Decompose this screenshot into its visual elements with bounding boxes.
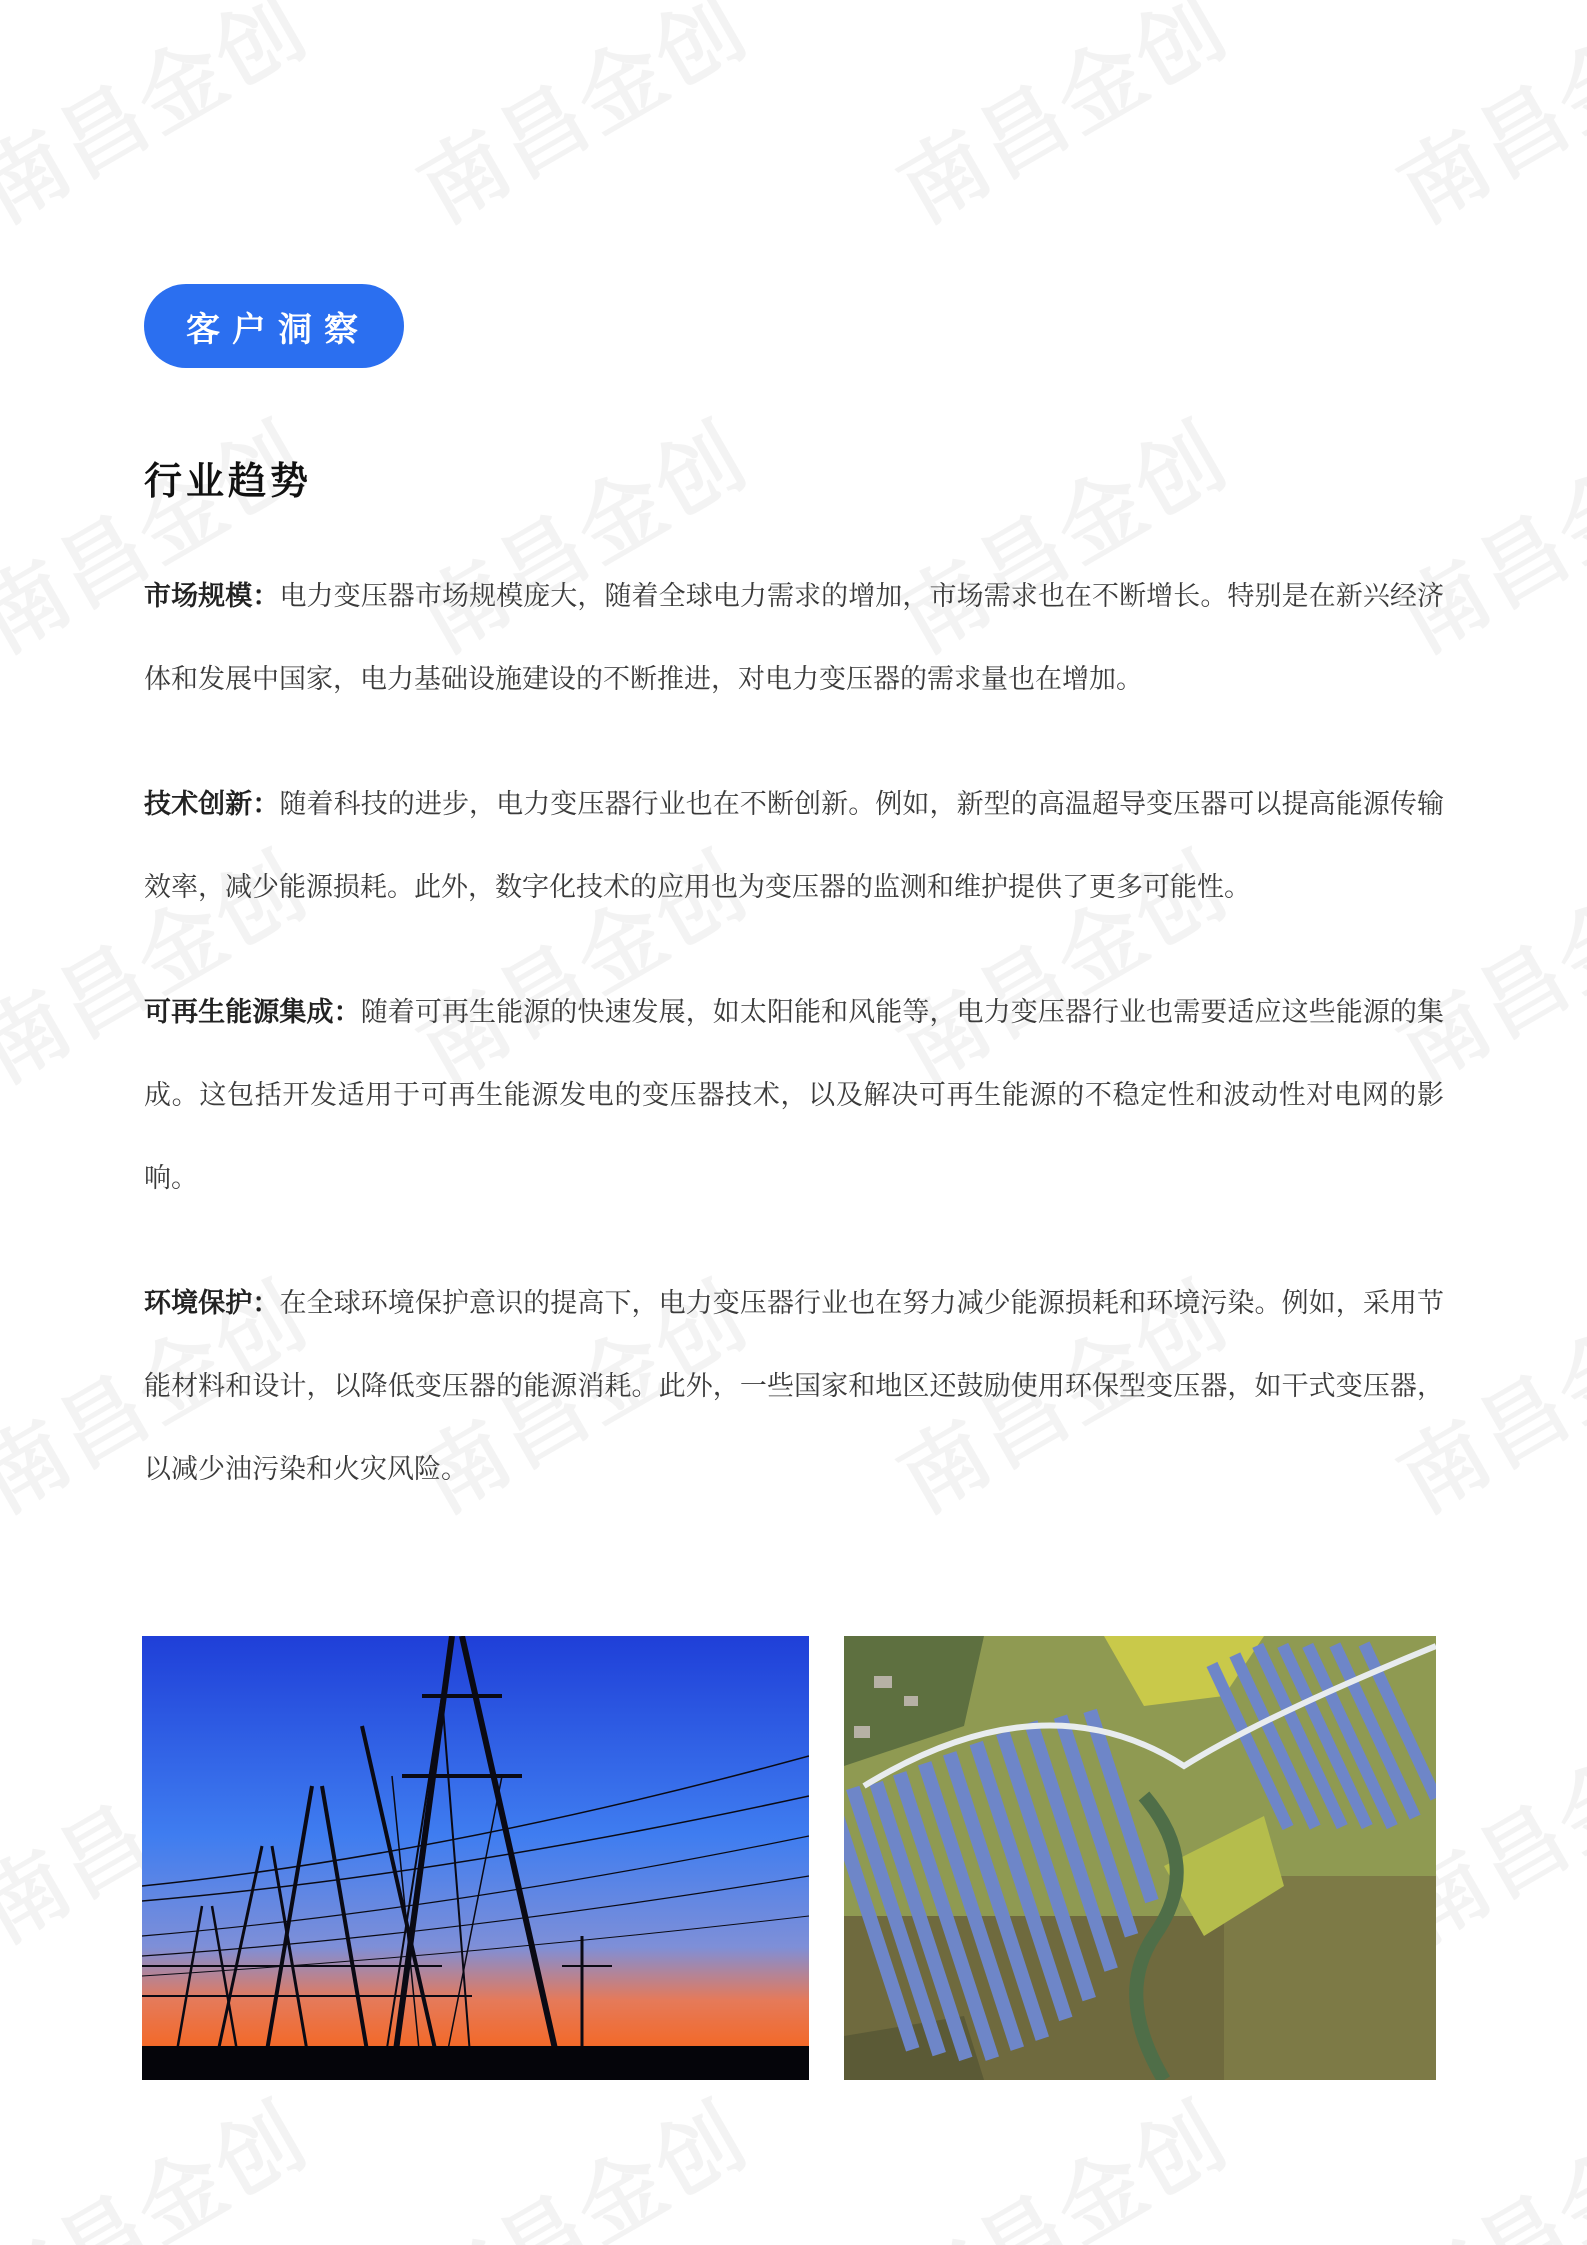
watermark [393, 2068, 767, 2245]
paragraph-lead: 可再生能源集成： [144, 997, 361, 1028]
watermark [873, 2068, 1247, 2245]
watermark [873, 0, 1247, 246]
paragraph-lead: 技术创新： [144, 789, 280, 820]
solar-farm-photo [844, 1636, 1436, 2080]
power-transmission-photo [142, 1636, 809, 2080]
watermark [1373, 0, 1587, 246]
paragraph-body: 随着科技的进步，电力变压器行业也在不断创新。例如，新型的高温超导变压器可以提高能源传输效率，减少能源损耗。此外，数字化技术的应用也为变压器的监测和维护提供了更多可能性。 [144, 789, 1445, 903]
watermark [1373, 2068, 1587, 2245]
watermark [0, 2068, 327, 2245]
section-badge: 客户洞察 [144, 284, 404, 368]
paragraph-lead: 环境保护： [144, 1288, 280, 1319]
paragraph-tech-innovation [144, 763, 1444, 929]
paragraph-body: 电力变压器市场规模庞大，随着全球电力需求的增加，市场需求也在不断增长。特别是在新兴经济体和发展中国家，电力基础设施建设的不断推进，对电力变压器的需求量也在增加。 [144, 581, 1445, 695]
paragraph-body: 在全球环境保护意识的提高下，电力变压器行业也在努力减少能源损耗和环境污染。例如，采用节能材料和设计，以降低变压器的能源消耗。此外，一些国家和地区还鼓励使用环保型变压器，如干式变压器，以减少油污染和火灾风险。 [144, 1288, 1445, 1485]
paragraph-market-size [144, 555, 1444, 721]
watermark [0, 0, 327, 246]
paragraph-environmental [144, 1262, 1444, 1511]
paragraph-renewable-integration [144, 971, 1444, 1220]
watermark [393, 0, 767, 246]
trend-paragraphs [144, 555, 1444, 1553]
paragraph-body: 随着可再生能源的快速发展，如太阳能和风能等，电力变压器行业也需要适应这些能源的集成。这包括开发适用于可再生能源发电的变压器技术，以及解决可再生能源的不稳定性和波动性对电网的影响。 [144, 997, 1445, 1194]
paragraph-lead: 市场规模： [144, 581, 280, 612]
section-title: 行业趋势 [144, 459, 313, 503]
